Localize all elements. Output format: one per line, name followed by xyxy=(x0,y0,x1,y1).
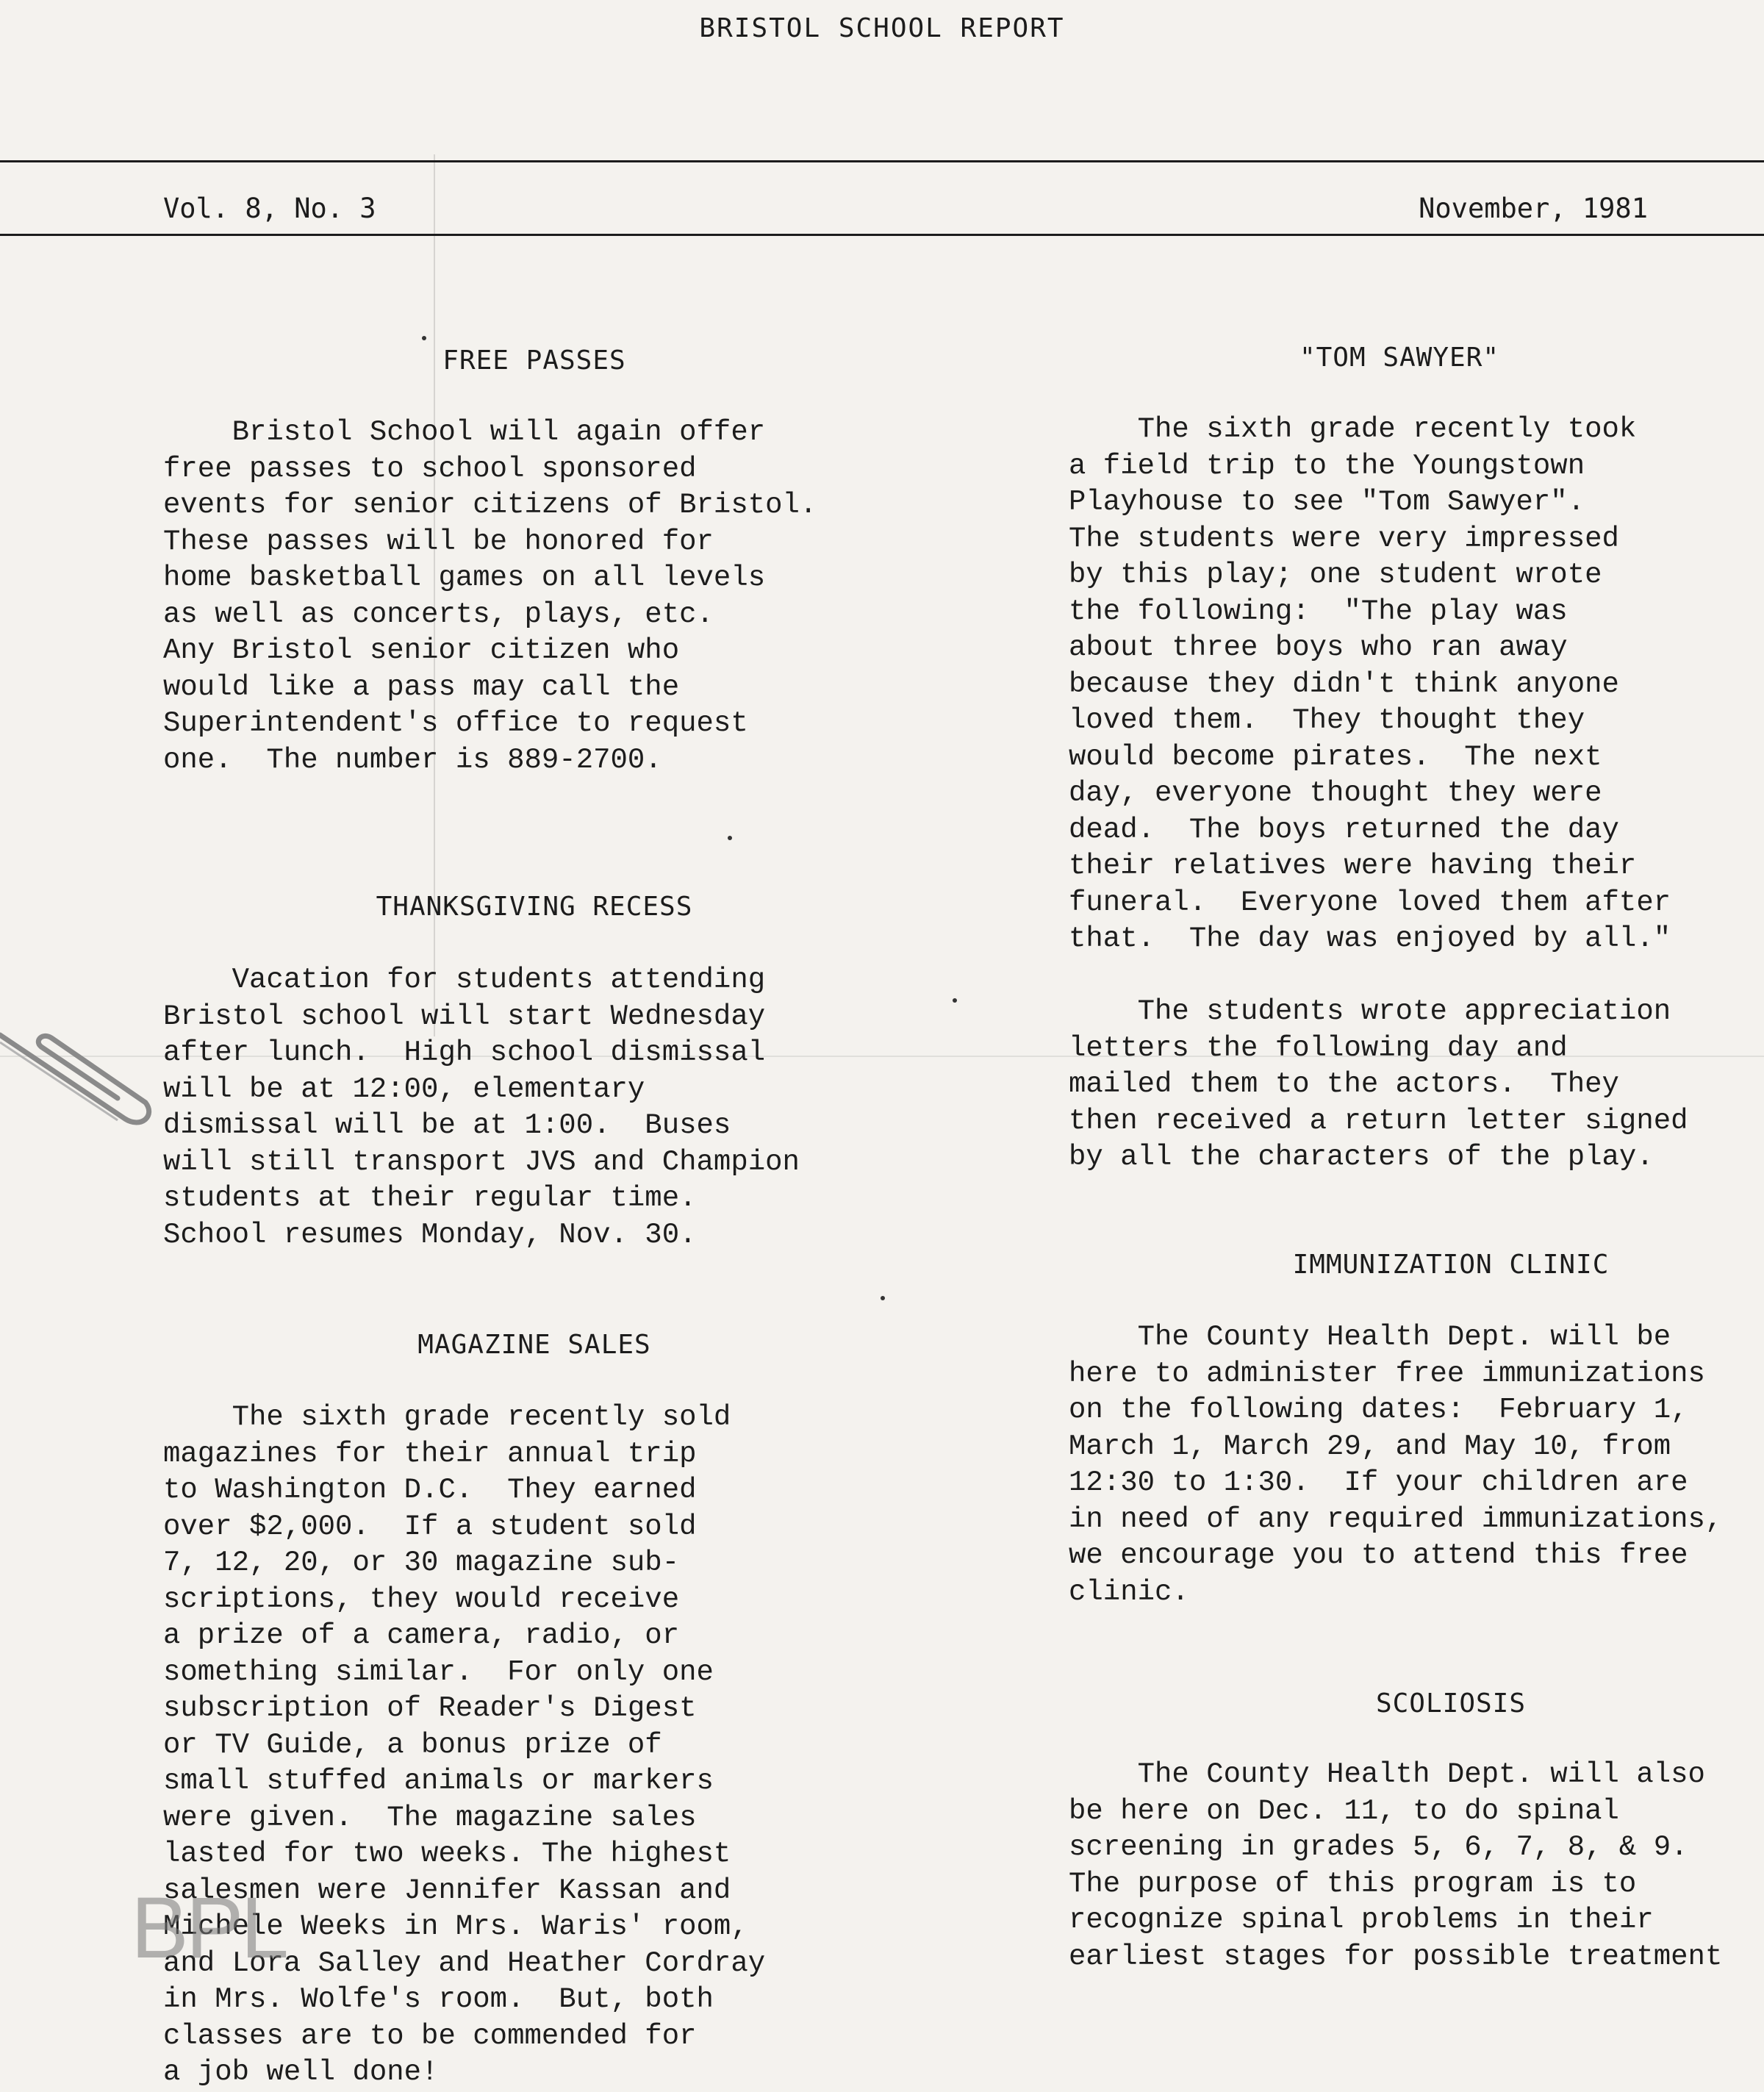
speck xyxy=(728,836,732,840)
speck xyxy=(881,1296,885,1300)
issue-volume: Vol. 8, No. 3 xyxy=(163,193,376,224)
headline-magazine-sales: MAGAZINE SALES xyxy=(417,1330,651,1360)
article-free-passes: Bristol School will again offer free passes to school sponsored events for senior citizens of Bristol. These passes will be honored for home basketball games on all levels as well as concerts, plays, etc. Any Bristol senior citizen who would like a pass may call the Superintendent's office to request one. The number is 889-2700. xyxy=(163,416,817,776)
paper-clip-icon xyxy=(0,1022,169,1132)
article-magazine-sales: The sixth grade recently sold magazines for their annual trip to Washington D.C. They earned over $2,000. If a student sold 7, 12, 20, or 30 magazine sub- scriptions, they would receive a prize of a camera, radio, or something similar. For only one subscription of Reader's Digest or TV Guide, a bonus prize of small stuffed animals or markers were given. The magazine sales lasted for two weeks. The highest salesmen were Jennifer Kassan and Michele Weeks in Mrs. Waris' room, and Lora Salley and Heather Cordray in Mrs. Wolfe's room. But, both classes are to be commended for a job well done! xyxy=(163,1401,766,2088)
headline-thanksgiving-recess: THANKSGIVING RECESS xyxy=(376,892,693,922)
masthead-title: BRISTOL SCHOOL REPORT xyxy=(699,13,1065,43)
headline-immunization-clinic: IMMUNIZATION CLINIC xyxy=(1292,1250,1610,1280)
headline-scoliosis: SCOLIOSIS xyxy=(1375,1688,1527,1719)
masthead-rule-bottom xyxy=(0,234,1764,236)
library-watermark: BPL xyxy=(131,1880,287,1977)
speck xyxy=(422,336,426,340)
headline-tom-sawyer: "TOM SAWYER" xyxy=(1299,343,1500,373)
article-immunization-clinic: The County Health Dept. will be here to administer free immunizations on the following dates: February 1, March 1, March 29, and May 10, from 12:30 to 1:30. If your children are in need of any required immunizations, we encourage you to attend this free clinic. xyxy=(1069,1321,1723,1608)
issue-date: November, 1981 xyxy=(1419,193,1648,224)
article-thanksgiving-recess: Vacation for students attending Bristol school will start Wednesday after lunch. High school dismissal will be at 12:00, elementary dismissal will be at 1:00. Buses will still transport JVS and Champion students at their regular time. School resumes Monday, Nov. 30. xyxy=(163,964,800,1251)
speck xyxy=(953,998,957,1003)
article-scoliosis: The County Health Dept. will also be here on Dec. 11, to do spinal screening in grades 5, 6, 7, 8, & 9. The purpose of this program is to recognize spinal problems in their earliest stages for possible treatment xyxy=(1069,1758,1723,1973)
headline-free-passes: FREE PASSES xyxy=(442,345,626,376)
article-tom-sawyer: The sixth grade recently took a field trip to the Youngstown Playhouse to see "Tom Sawyer". The students were very impressed by this play; one student wrote the following: "The play was about three boys who ran away because they didn't think anyone loved them. They thought they would become pirates. The next day, everyone thought they were dead. The boys returned the day their relatives were having their funeral. Everyone loved them after that. The day was enjoyed by all." The students wrote appreciation letters the following day and mailed them to the actors. They then received a return letter signed by all the characters of the play. xyxy=(1069,413,1688,1173)
masthead-rule-top xyxy=(0,160,1764,162)
